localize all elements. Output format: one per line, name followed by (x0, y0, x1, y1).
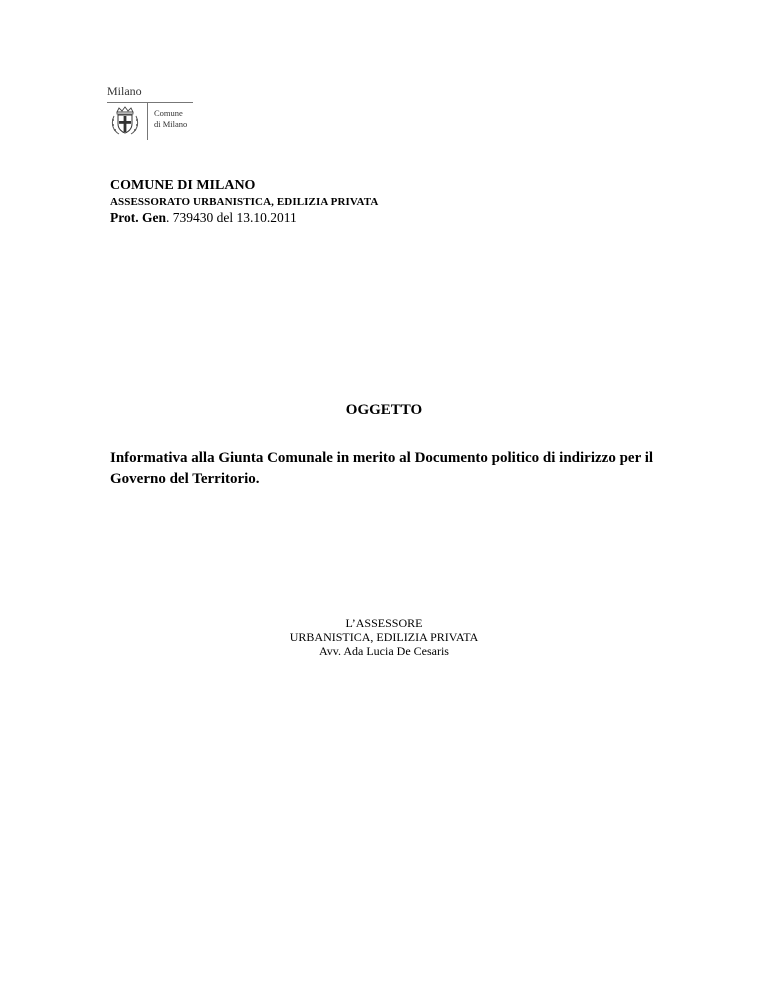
subject-line-2: Governo del Territorio. (110, 471, 260, 487)
document-header (110, 178, 378, 226)
subject-line-1: Informativa alla Giunta Comunale in merito al Documento politico di indirizzo per il (110, 450, 654, 466)
protocol-value: . 739430 del 13.10.2011 (166, 210, 297, 225)
logo-divider-vertical (147, 102, 148, 140)
department-name: ASSESSORATO URBANISTICA, EDILIZIA PRIVATA (110, 196, 379, 208)
signature-name: Avv. Ada Lucia De Cesaris (319, 644, 449, 658)
logo-text (154, 108, 187, 130)
comune-logo (107, 84, 217, 140)
oggetto-heading: OGGETTO (345, 402, 423, 418)
subject-text (110, 448, 670, 490)
protocol-label: Prot. Gen (110, 210, 166, 225)
signature-role: L’ASSESSORE (345, 616, 423, 630)
logo-text-line2: di Milano (154, 119, 188, 129)
organization-name: COMUNE DI MILANO (110, 178, 256, 193)
protocol-number (110, 210, 378, 226)
coat-of-arms-icon (108, 106, 142, 136)
logo-divider-horizontal (107, 102, 193, 103)
signature-area: URBANISTICA, EDILIZIA PRIVATA (289, 630, 479, 644)
logo-text-line1: Comune (154, 108, 183, 118)
signature-block (0, 616, 768, 658)
logo-city-name: Milano (107, 84, 142, 98)
